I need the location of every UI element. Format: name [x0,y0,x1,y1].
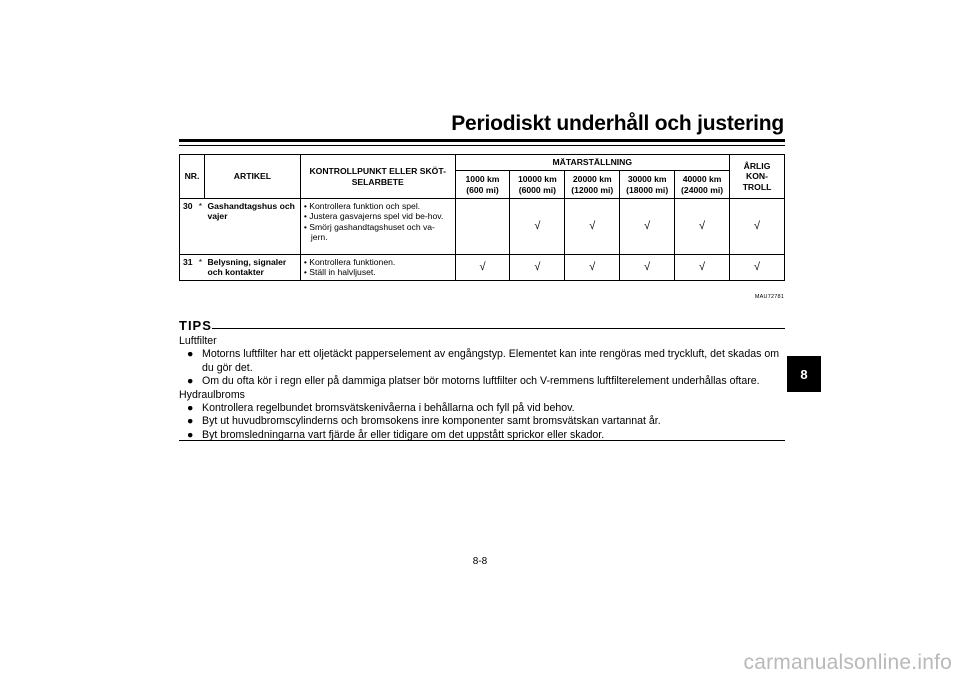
list-item-text: Kontrollera regelbundet bromsvätskenivåerna i behållarna och fyll på vid behov. [202,402,575,415]
header-artikel: ARTIKEL [204,155,300,199]
row-checkpoints [300,255,455,281]
tips-bottom-rule [179,440,785,441]
header-kontrollpunkt: KONTROLLPUNKT ELLER SKÖT-SELARBETE [300,155,455,199]
check-mark [455,199,510,255]
tips-section-label: Luftfilter [179,335,217,347]
row-star: * [196,255,204,281]
header-matarstallning: MÄTARSTÄLLNING [455,155,729,171]
check-mark: √ [455,255,510,281]
tips-section-label: Hydraulbroms [179,388,245,401]
list-item-text: Motorns luftfilter har ett oljetäckt papperselement av engångstyp. Elementet kan inte rengöras med tryckluft, det skadas om du gör det. [202,348,780,374]
row-number: 30 [180,199,197,255]
check-mark: √ [565,255,620,281]
list-item [179,375,787,388]
list-item-text: Byt bromsledningarna vart fjärde år eller tidigare om det uppstått sprickor eller skador. [202,428,605,441]
header-arlig-kontroll: ÅRLIG KON-TROLL [730,155,785,199]
document-code: MAU72781 [754,294,784,300]
interval-header [565,171,620,199]
interval-mi: (600 mi) [466,184,499,195]
bullet-dot-icon: ● [187,375,194,388]
tips-list [179,402,787,442]
check-mark: √ [675,199,730,255]
check-mark: √ [620,199,675,255]
checkpoint-item: • Kontrollera funktion och spel. [304,201,452,211]
tips-list [179,348,787,388]
check-mark: √ [510,255,565,281]
bullet-dot-icon: ● [187,348,194,361]
interval-mi: (6000 mi) [518,184,556,195]
interval-km: 30000 km [627,174,667,185]
row-article: Belysning, signaler och kontakter [204,255,300,281]
interval-header [455,171,510,199]
tips-body [179,335,787,442]
title-rule [179,139,785,142]
list-item [179,402,787,415]
checkpoint-item: • Justera gasvajerns spel vid be-hov. [304,211,452,221]
row-number: 31 [180,255,197,281]
interval-header [620,171,675,199]
tips-rule [212,328,785,329]
interval-mi: (18000 mi) [626,184,669,195]
interval-header [675,171,730,199]
row-star: * [196,199,204,255]
interval-mi: (24000 mi) [681,184,724,195]
list-item [179,415,787,428]
check-mark: √ [730,199,785,255]
list-item-text: Om du ofta kör i regn eller på dammiga platser bör motorns luftfilter och V-remmens luftfilterelement underhållas oftare. [202,375,760,388]
checkpoint-item: • Smörj gashandtagshuset och va-jern. [304,222,452,243]
table-row [180,255,785,281]
interval-km: 1000 km [465,174,500,185]
check-mark: √ [675,255,730,281]
check-mark: √ [565,199,620,255]
checkpoint-item: • Ställ in halvljuset. [304,267,452,277]
header-nr: NR. [180,155,205,199]
page-number: 8-8 [472,556,488,567]
page-title: Periodiskt underhåll och justering [451,112,784,135]
title-rule-thin [179,145,785,146]
list-item [179,348,787,375]
tips-heading: TIPS [179,318,212,333]
interval-header [510,171,565,199]
bullet-dot-icon: ● [187,402,194,415]
interval-km: 20000 km [572,174,612,185]
list-item-text: Byt ut huvudbromscylinderns och bromsokens inre komponenter samt bromsvätskan vartannat år. [202,415,661,428]
chapter-tab: 8 [787,356,821,392]
watermark: carmanualsonline.info [743,651,952,674]
checkpoint-item: • Kontrollera funktionen. [304,257,452,267]
check-mark: √ [730,255,785,281]
bullet-dot-icon: ● [187,428,194,441]
row-article: Gashandtagshus och vajer [204,199,300,255]
table-row [180,199,785,255]
row-checkpoints [300,199,455,255]
interval-km: 10000 km [518,174,557,185]
bullet-dot-icon: ● [187,415,194,428]
check-mark: √ [510,199,565,255]
interval-mi: (12000 mi) [571,184,614,195]
interval-km: 40000 km [682,174,722,185]
check-mark: √ [620,255,675,281]
maintenance-table [179,154,785,281]
